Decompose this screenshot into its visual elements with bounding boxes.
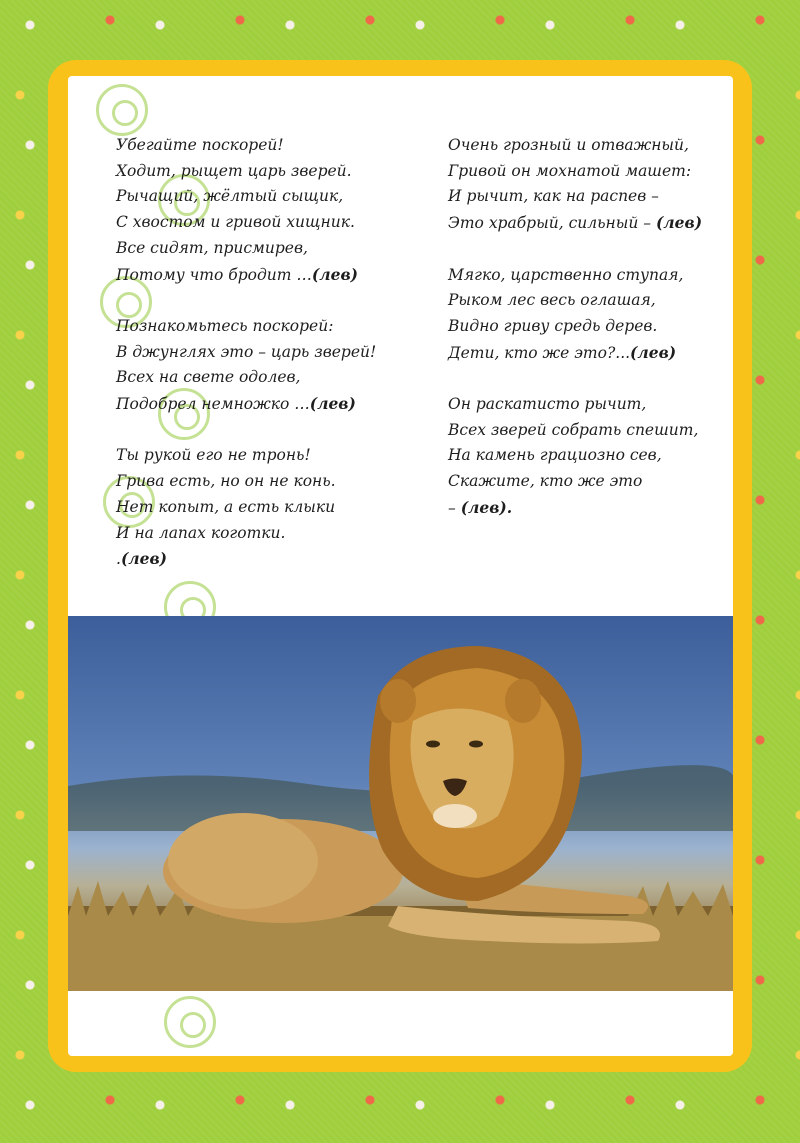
poem-line	[448, 443, 733, 469]
poem-line	[116, 314, 416, 340]
poem-line	[448, 133, 733, 159]
poem-line	[448, 159, 733, 185]
poem-line-text: Убегайте поскорей!	[116, 136, 284, 154]
poem-line	[116, 443, 416, 469]
poem-line	[448, 392, 733, 418]
poem-line	[116, 546, 416, 573]
poem-line-text: Познакомьтесь поскорей:	[116, 316, 334, 335]
poem-line-text: Рыком лес весь оглашая,	[448, 291, 656, 310]
riddle-answer: (лев)	[120, 549, 167, 569]
poem-line-text: Ты рукой его не тронь!	[116, 446, 311, 465]
poem-line	[448, 184, 733, 210]
poem-line	[448, 314, 733, 340]
poem-line	[116, 133, 416, 159]
poem-line-text: Это храбрый, сильный –	[448, 214, 656, 233]
poem-line-text: Подобрел немножко …	[116, 395, 310, 414]
stanza-gap	[116, 288, 416, 314]
riddle-answer: (лев).	[460, 497, 513, 517]
poem-line-text: Гривой он мохнатой машет:	[448, 161, 692, 180]
poem-line	[116, 495, 416, 521]
stanza-gap	[448, 366, 733, 392]
poem-line-text: На камень грациозно сев,	[448, 446, 662, 465]
poem-line-text: Грива есть, но он не конь.	[116, 472, 336, 491]
poem-line-text: Все сидят, присмирев,	[116, 238, 308, 257]
poem-line	[448, 288, 733, 314]
flower-decoration-icon	[164, 996, 216, 1048]
stanza-gap	[116, 418, 416, 444]
poem-line-text: Всех зверей собрать спешит,	[448, 420, 699, 439]
poem-line-text: Мягко, царственно ступая,	[448, 265, 684, 284]
lion-photo	[68, 616, 733, 991]
poem-line	[116, 365, 416, 391]
poem-line-text: Очень грозный и отважный,	[448, 136, 689, 154]
poem-line	[116, 210, 416, 236]
poem-line-text: С хвостом и гривой хищник.	[116, 213, 355, 232]
riddle-answer: (лев)	[630, 342, 677, 362]
poem-line	[116, 521, 416, 547]
poem-line	[448, 418, 733, 444]
poem-line-text: –	[448, 498, 461, 517]
flower-decoration-icon	[96, 84, 148, 136]
poem-line	[116, 236, 416, 262]
poem-line-text: Нет копыт, а есть клыки	[116, 497, 336, 516]
poem-line-text: И на лапах коготки.	[116, 523, 286, 542]
poem-line	[116, 340, 416, 366]
poem-line-text: Скажите, кто же это	[448, 472, 643, 491]
poem-column-left	[116, 133, 416, 573]
riddle-answer: (лев)	[309, 394, 356, 414]
poem-line-text: В джунглях это – царь зверей!	[116, 342, 377, 361]
poem-line-text: Рычащий, жёлтый сыщик,	[116, 187, 344, 206]
riddle-answer: (лев)	[311, 264, 358, 284]
poem-line-text: Всех на свете одолев,	[116, 368, 301, 387]
poem-column-right	[448, 133, 733, 522]
poem-line	[116, 391, 416, 418]
poem-line-text: Дети, кто же это?...	[448, 343, 631, 362]
poem-line	[448, 210, 733, 237]
poem-page	[68, 76, 733, 1056]
poem-line-text: Ходит, рыщет царь зверей.	[116, 161, 352, 180]
poem-line	[116, 469, 416, 495]
poem-line	[116, 159, 416, 185]
poem-line	[448, 495, 733, 522]
poem-line	[116, 262, 416, 289]
poem-line	[448, 263, 733, 289]
stanza-gap	[448, 237, 733, 263]
poem-line	[116, 184, 416, 210]
poem-line-text: Видно гриву средь дерев.	[448, 316, 658, 335]
riddle-answer: (лев)	[655, 213, 703, 233]
poem-line	[448, 340, 733, 367]
poem-line-text: Он раскатисто рычит,	[448, 395, 647, 413]
poem-line-text: Потому что бродит …	[116, 265, 312, 284]
lion-illustration	[68, 616, 733, 991]
poem-line-text: .	[116, 550, 121, 569]
poem-line	[448, 469, 733, 495]
poem-line-text: И рычит, как на распев –	[448, 187, 659, 206]
